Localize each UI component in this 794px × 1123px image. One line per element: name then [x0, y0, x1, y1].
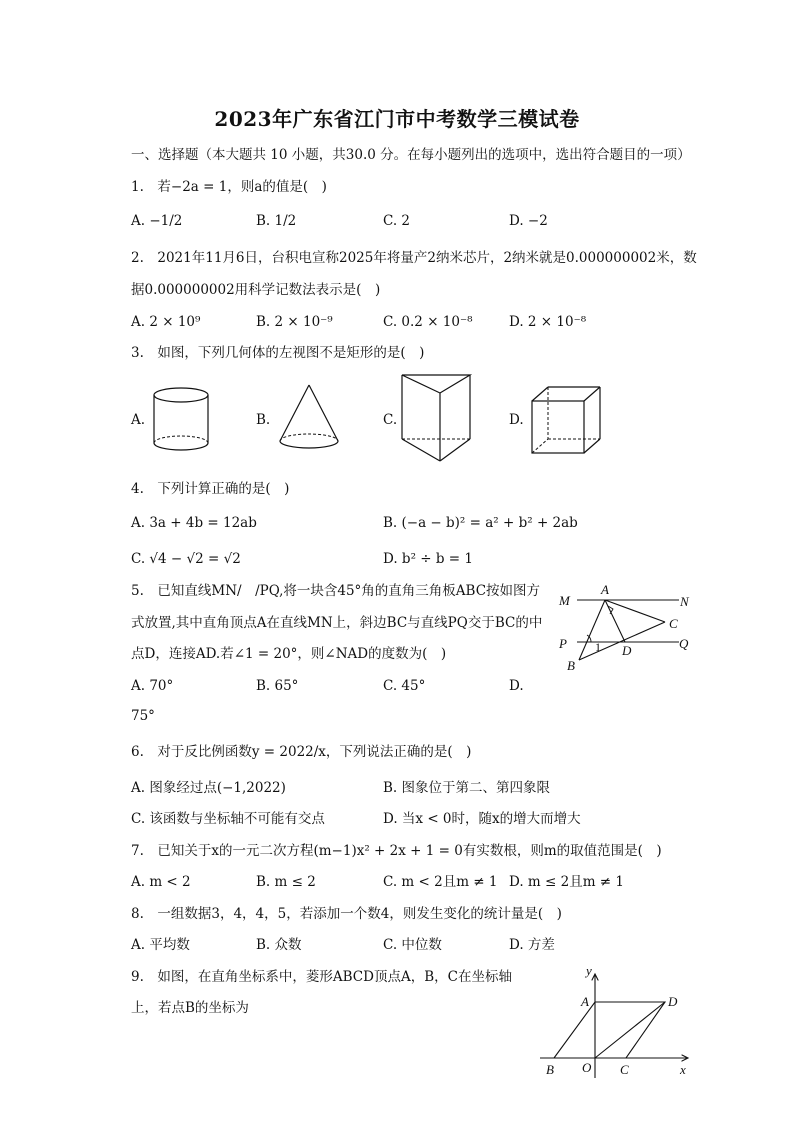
q1-option-a: A. −1/2: [131, 213, 183, 229]
q5-option-d-value: 75°: [131, 708, 155, 724]
question-4-stem: 4. 下列计算正确的是( ): [131, 481, 290, 497]
label-Q: Q: [679, 636, 689, 651]
q7-option-c: C. m < 2且m ≠ 1: [383, 874, 498, 890]
q7-option-a: A. m < 2: [131, 874, 191, 890]
question-9-stem-line2: 上，若点B的坐标为: [131, 1000, 249, 1016]
q2-option-d: D. 2 × 10⁻⁸: [509, 314, 587, 330]
q6-option-c: C. 该函数与坐标轴不可能有交点: [131, 811, 325, 827]
q2-option-a: A. 2 × 10⁹: [131, 314, 201, 330]
rhombus-coordinate-figure: [538, 963, 698, 1085]
label-B9: B: [546, 1062, 554, 1077]
label-M: M: [559, 593, 570, 608]
q2-option-c: C. 0.2 × 10⁻⁸: [383, 314, 473, 330]
label-P: P: [559, 636, 567, 651]
question-9-stem-line1: 9. 如图，在直角坐标系中，菱形ABCD顶点A，B，C在坐标轴: [131, 969, 512, 985]
q7-option-b: B. m ≤ 2: [256, 874, 316, 890]
label-O: O: [582, 1060, 592, 1075]
cube-figure: [530, 385, 602, 459]
q5-option-c: C. 45°: [383, 678, 426, 694]
q8-option-c: C. 中位数: [383, 937, 442, 953]
question-5-stem-line2: 式放置,其中直角顶点A在直线MN上，斜边BC与直线PQ交于BC的中: [131, 615, 543, 631]
question-2-stem-line2: 据0.000000002用科学记数法表示是( ): [131, 282, 381, 298]
q6-option-b: B. 图象位于第二、第四象限: [383, 780, 551, 796]
q5-option-a: A. 70°: [131, 678, 174, 694]
prism-figure: [400, 373, 472, 469]
label-D: D: [622, 643, 632, 658]
q6-option-d: D. 当x < 0时，随x的增大而增大: [383, 811, 581, 827]
label-A: A: [601, 582, 609, 597]
q2-option-b: B. 2 × 10⁻⁹: [256, 314, 333, 330]
label-x-axis: x: [680, 1062, 686, 1077]
label-y-axis: y: [586, 963, 592, 978]
question-6-stem: 6. 对于反比例函数y = 2022/x，下列说法正确的是( ): [131, 744, 472, 760]
angle-1-label: 1: [595, 640, 601, 654]
label-N: N: [680, 594, 689, 609]
q8-option-d: D. 方差: [509, 937, 555, 953]
q3-option-c: C.: [383, 412, 398, 428]
parallel-lines-triangle-figure: [555, 582, 695, 678]
q4-option-a: A. 3a + 4b = 12ab: [131, 515, 257, 531]
q4-option-b: B. (−a − b)² = a² + b² + 2ab: [383, 515, 578, 531]
page-title: 2023年广东省江门市中考数学三模试卷: [214, 107, 580, 131]
section-heading: 一、选择题（本大题共 10 小题，共30.0 分。在每小题列出的选项中，选出符合题目的一项）: [131, 147, 691, 163]
q4-option-d: D. b² ÷ b = 1: [383, 551, 473, 567]
question-5-stem-line1: 5. 已知直线MN/ /PQ,将一块含45°角的直角三角板ABC按如图方: [131, 583, 541, 599]
question-2-stem-line1: 2. 2021年11月6日，台积电宣称2025年将量产2纳米芯片，2纳米就是0.000000002米，数: [131, 250, 697, 266]
q3-option-d: D.: [509, 412, 524, 428]
label-C9: C: [620, 1062, 629, 1077]
question-5-stem-line3: 点D，连接AD.若∠1 = 20°，则∠NAD的度数为( ): [131, 646, 447, 662]
q1-option-c: C. 2: [383, 213, 411, 229]
label-A9: A: [581, 994, 589, 1009]
cone-figure: [276, 383, 342, 459]
question-1-stem: 1. 若−2a = 1，则a的值是( ): [131, 179, 327, 195]
q5-option-d: D.: [509, 678, 524, 694]
question-3-stem: 3. 如图，下列几何体的左视图不是矩形的是( ): [131, 345, 425, 361]
question-8-stem: 8. 一组数据3，4，4，5，若添加一个数4，则发生变化的统计量是( ): [131, 906, 562, 922]
q3-option-a: A.: [131, 412, 146, 428]
q3-option-b: B.: [256, 412, 271, 428]
q1-option-d: D. −2: [509, 213, 548, 229]
q8-option-a: A. 平均数: [131, 937, 190, 953]
q8-option-b: B. 众数: [256, 937, 302, 953]
q7-option-d: D. m ≤ 2且m ≠ 1: [509, 874, 624, 890]
label-B: B: [567, 658, 575, 673]
q6-option-a: A. 图象经过点(−1,2022): [131, 780, 286, 796]
q1-option-b: B. 1/2: [256, 213, 297, 229]
label-C: C: [669, 616, 678, 631]
q4-option-c: C. √4 − √2 = √2: [131, 551, 241, 567]
cylinder-figure: [150, 385, 212, 459]
label-D9: D: [668, 994, 678, 1009]
q5-option-b: B. 65°: [256, 678, 299, 694]
question-7-stem: 7. 已知关于x的一元二次方程(m−1)x² + 2x + 1 = 0有实数根，则m的取值范围是( ): [131, 843, 662, 859]
